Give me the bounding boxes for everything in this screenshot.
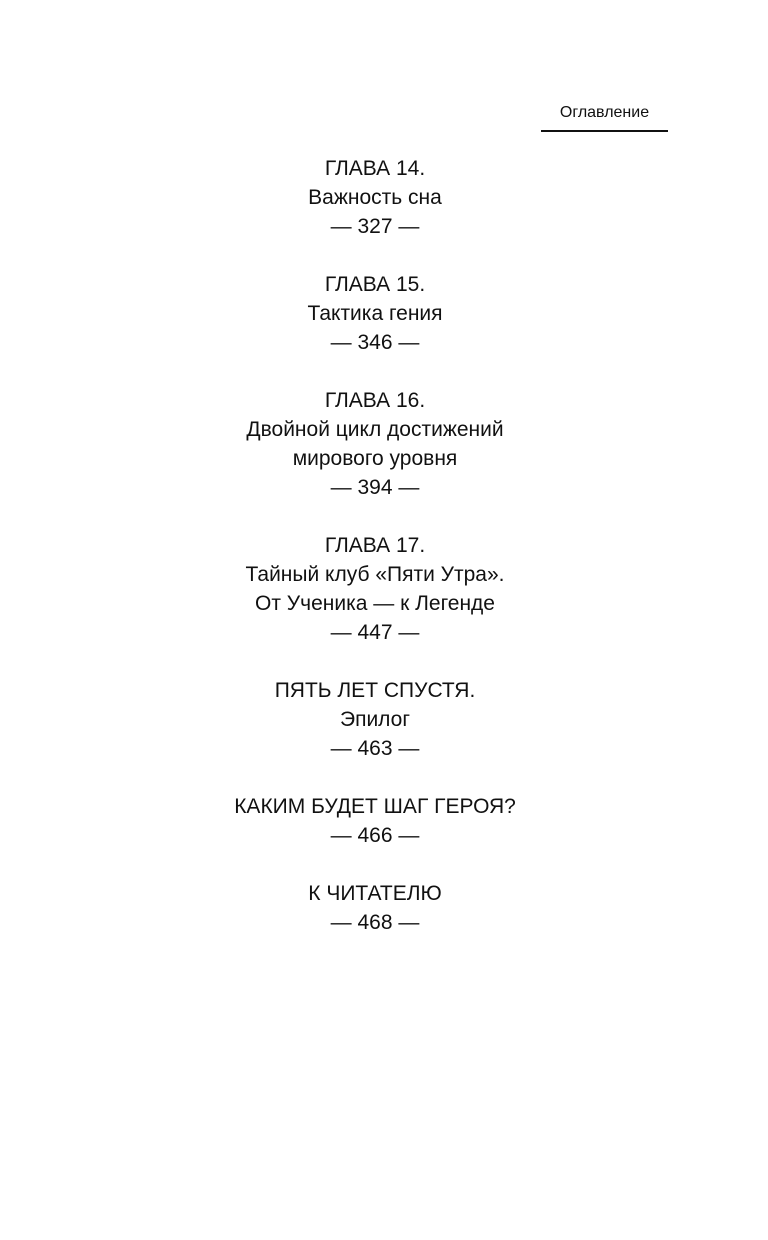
section-label: КАКИМ БУДЕТ ШАГ ГЕРОЯ? <box>234 795 516 818</box>
chapter-title-continued: От Ученика — к Легенде <box>255 592 495 615</box>
chapter-title-continued: мирового уровня <box>292 447 458 470</box>
table-of-contents <box>0 154 750 966</box>
chapter-label: ГЛАВА 15. <box>324 273 426 296</box>
toc-entry-epilogue <box>0 676 750 763</box>
running-head: Оглавление <box>541 103 668 132</box>
section-title: Эпилог <box>339 708 411 731</box>
page-number: — 346 — <box>330 331 420 354</box>
chapter-title: Важность сна <box>308 186 442 209</box>
page-number: — 327 — <box>330 215 420 238</box>
chapter-label: ГЛАВА 16. <box>324 389 426 412</box>
chapter-title: Тактика гения <box>307 302 443 325</box>
section-label: К ЧИТАТЕЛЮ <box>308 882 442 905</box>
section-label: ПЯТЬ ЛЕТ СПУСТЯ. <box>274 679 476 702</box>
toc-entry-chapter-14 <box>0 154 750 241</box>
page-number: — 463 — <box>330 737 420 760</box>
toc-entry-hero-step <box>0 792 750 850</box>
chapter-title: Двойной цикл достижений <box>246 418 504 441</box>
toc-entry-chapter-16 <box>0 386 750 502</box>
chapter-label: ГЛАВА 14. <box>324 157 426 180</box>
page-number: — 447 — <box>330 621 420 644</box>
chapter-title: Тайный клуб «Пяти Утра». <box>245 563 505 586</box>
toc-entry-chapter-15 <box>0 270 750 357</box>
chapter-label: ГЛАВА 17. <box>324 534 426 557</box>
toc-entry-to-reader <box>0 879 750 937</box>
page-number: — 468 — <box>330 911 420 934</box>
page-number: — 466 — <box>330 824 420 847</box>
page-number: — 394 — <box>330 476 420 499</box>
toc-entry-chapter-17 <box>0 531 750 647</box>
